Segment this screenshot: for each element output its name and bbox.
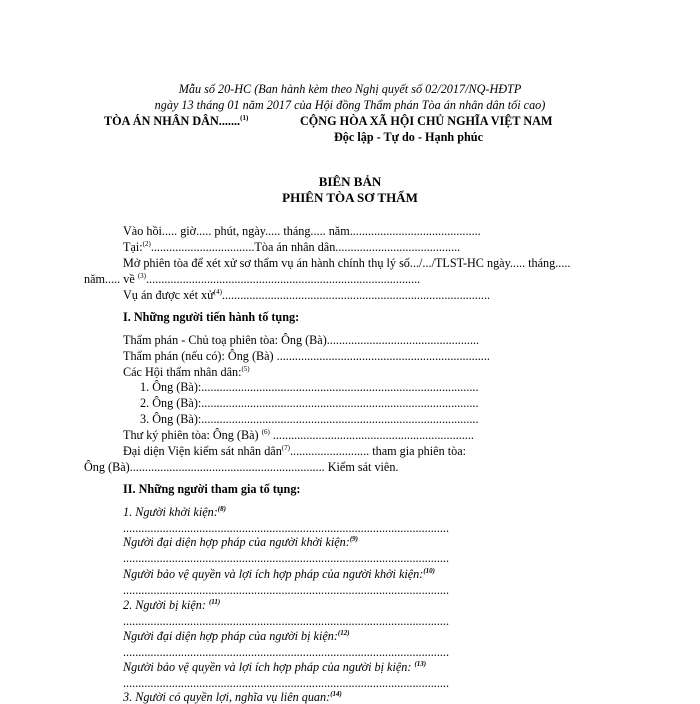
presiding-judge-line: Thẩm phán - Chủ toạ phiên tòa: Ông (Bà).................................................. <box>123 333 480 347</box>
doc-title-line1: BIÊN BẢN <box>318 174 382 189</box>
plaintiff-dots: ........................................................................................................... <box>123 521 450 535</box>
judge-line: Thẩm phán (nếu có): Ông (Bà) ...................................................................... <box>123 349 490 363</box>
court-name: TÒA ÁN NHÂN DÂN.......$^{(1)}$ <box>104 114 249 128</box>
defendant-defender-dots: ........................................................................................................... <box>123 676 450 690</box>
section1-heading: I. Những người tiến hành tố tụng: <box>123 310 300 324</box>
form-reference-line2: ngày 13 tháng 01 năm 2017 của Hội đồng Thẩm phán Tòa án nhân dân tối cao) <box>154 98 546 112</box>
plaintiff-rep-dots: ........................................................................................................... <box>123 551 450 565</box>
plaintiff-rep-label: Người đại diện hợp pháp của người khởi kiện:$^{(9)}$ <box>123 535 359 549</box>
plaintiff-defender-label: Người bảo vệ quyền và lợi ích hợp pháp của người khởi kiện:$^{(10)}$ <box>123 567 436 581</box>
national-motto: Độc lập - Tự do - Hạnh phúc <box>334 130 483 144</box>
defendant-dots: ........................................................................................................... <box>123 614 450 628</box>
defendant-defender-label: Người bảo vệ quyền và lợi ích hợp pháp của người bị kiện: $^{(13)}$ <box>123 660 427 674</box>
time-line: Vào hồi..... giờ..... phút, ngày..... tháng..... năm........................................... <box>123 224 481 238</box>
doc-title-line2: PHIÊN TÒA SƠ THẨM <box>282 190 418 205</box>
opening-line-cont: năm..... về $^{(3)}$.......................................................................................... <box>84 272 421 286</box>
defendant-rep-label: Người đại diện hợp pháp của người bị kiện:$^{(12)}$ <box>123 629 350 643</box>
form-reference-line1: Mẫu số 20-HC (Ban hành kèm theo Nghị quyết số 02/2017/NQ-HĐTP <box>178 82 522 96</box>
defendant-rep-dots: ........................................................................................................... <box>123 645 450 659</box>
related-party-label: 3. Người có quyền lợi, nghĩa vụ liên quan:$^{(14)}$ <box>123 690 342 704</box>
place-line: Tại:$^{(2)}$..................................Tòa án nhân dân......................................... <box>123 240 461 254</box>
procuracy-line: Đại diện Viện kiểm sát nhân dân$^{(7)}$.......................... tham gia phiên tòa: <box>123 444 466 458</box>
assessors-label: Các Hội thẩm nhân dân:$^{(5)}$ <box>123 365 250 379</box>
assessor-1-line: 1. Ông (Bà):........................................................................................... <box>140 380 479 394</box>
opening-line: Mở phiên tòa để xét xử sơ thẩm vụ án hành chính thụ lý số.../.../TLST-HC ngày..... tháng..... <box>123 256 571 270</box>
plaintiff-label: 1. Người khởi kiện:$^{(8)}$ <box>123 505 226 519</box>
defendant-label: 2. Người bị kiện: $^{(11)}$ <box>123 598 221 612</box>
procuracy-line-cont: Ông (Bà)................................................................ Kiểm sát viên. <box>84 460 399 474</box>
republic-name: CỘNG HÒA XÃ HỘI CHỦ NGHĨA VIỆT NAM <box>300 114 553 128</box>
section2-heading: II. Những người tham gia tố tụng: <box>123 482 301 496</box>
assessor-2-line: 2. Ông (Bà):........................................................................................... <box>140 396 479 410</box>
case-line: Vụ án được xét xử$^{(4)}$........................................................................................ <box>123 288 491 302</box>
clerk-line: Thư ký phiên tòa: Ông (Bà) $^{(6)}$ .................................................................. <box>123 428 474 442</box>
assessor-3-line: 3. Ông (Bà):........................................................................................... <box>140 412 479 426</box>
plaintiff-defender-dots: ........................................................................................................... <box>123 583 450 597</box>
